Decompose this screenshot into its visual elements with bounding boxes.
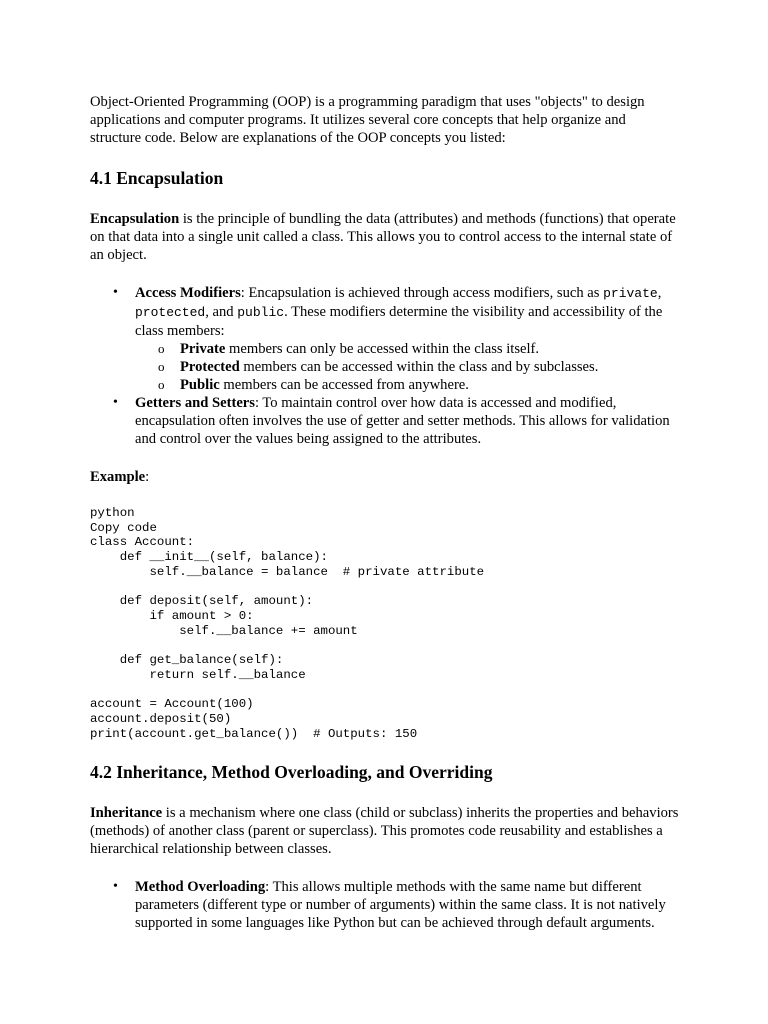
- circle-bullet-icon: o: [158, 359, 165, 374]
- example-term: Example: [90, 469, 146, 485]
- getters-setters-term: Getters and Setters: [135, 395, 255, 411]
- sub-item-private: [135, 340, 680, 358]
- encapsulation-term: Encapsulation: [90, 211, 180, 227]
- circle-bullet-icon: o: [158, 377, 165, 392]
- code-public: public: [237, 305, 285, 320]
- access-modifiers-text-2: ,: [657, 285, 662, 301]
- heading-encapsulation: 4.1 Encapsulation: [90, 168, 224, 188]
- access-modifiers-text-3: , and: [205, 304, 238, 320]
- sub-item-public: [135, 376, 680, 394]
- method-overloading-text: : This allows multiple methods with the same name but different parameters (different type or number of arguments) within the same class. It is not natively supported in some languages like Python but can be achieved through default arguments.: [135, 879, 666, 932]
- protected-term: Protected: [180, 359, 240, 375]
- inheritance-term: Inheritance: [90, 805, 163, 822]
- example-label: [90, 468, 680, 486]
- heading-inheritance: 4.2 Inheritance, Method Overloading, and Overriding: [90, 762, 493, 783]
- document-page: [90, 93, 680, 952]
- private-term: Private: [180, 341, 226, 357]
- code-private: private: [603, 286, 658, 301]
- bullet-icon: •: [113, 395, 118, 410]
- inheritance-text: is a mechanism where one class (child or subclass) inherits the properties and behaviors (methods) of another class (parent or superclass). This promotes code reusability and establishes a hierarchical relationship between classes.: [90, 805, 679, 858]
- inheritance-bullet-list: [90, 878, 680, 932]
- circle-bullet-icon: o: [158, 341, 165, 356]
- private-text: members can only be accessed within the class itself.: [225, 341, 540, 357]
- bullet-method-overloading: [90, 878, 680, 932]
- sub-item-protected: [135, 358, 680, 376]
- public-text: members can be accessed from anywhere.: [219, 377, 469, 393]
- bullet-getters-setters: [90, 394, 680, 448]
- getters-setters-text: : To maintain control over how data is accessed and modified, encapsulation often involves the use of getter and setter methods. This allows for validation and control over the values being assigned to the attributes.: [135, 395, 670, 447]
- example-colon: :: [145, 469, 150, 485]
- encapsulation-text: is the principle of bundling the data (attributes) and methods (functions) that operate on that data into a single unit called a class. This allows you to control access to the internal state of an object.: [90, 211, 676, 263]
- encapsulation-paragraph: [90, 210, 680, 264]
- bullet-access-modifiers: [90, 284, 680, 394]
- public-term: Public: [180, 377, 220, 393]
- method-overloading-term: Method Overloading: [135, 879, 266, 896]
- access-modifiers-text: : Encapsulation is achieved through access modifiers, such as: [240, 285, 604, 301]
- protected-text: members can be accessed within the class and by subclasses.: [239, 359, 599, 375]
- access-modifiers-text-4: . These modifiers determine the visibility and accessibility of the class members:: [135, 304, 663, 339]
- inheritance-paragraph: [90, 804, 680, 858]
- code-protected: protected: [135, 305, 206, 320]
- bullet-icon: •: [113, 285, 118, 300]
- intro-paragraph: Object-Oriented Programming (OOP) is a programming paradigm that uses "objects" to design applications and computer programs. It utilizes several core concepts that help organize and structure code. Below are explanations of the OOP concepts you listed:: [90, 94, 645, 146]
- encapsulation-bullet-list: [90, 284, 680, 448]
- access-modifiers-term: Access Modifiers: [135, 285, 241, 301]
- access-modifiers-sublist: [135, 340, 680, 394]
- bullet-icon: •: [113, 879, 118, 895]
- code-block-account: python Copy code class Account: def __init__(self, balance): self.__balance = balance # private attribute def deposit(self, amount): if amount > 0: self.__balance += amount def get_balance(self): return self.__balance account = Account(100) account.deposit(50) print(account.get_balance()) # Outputs: 150: [90, 506, 485, 741]
